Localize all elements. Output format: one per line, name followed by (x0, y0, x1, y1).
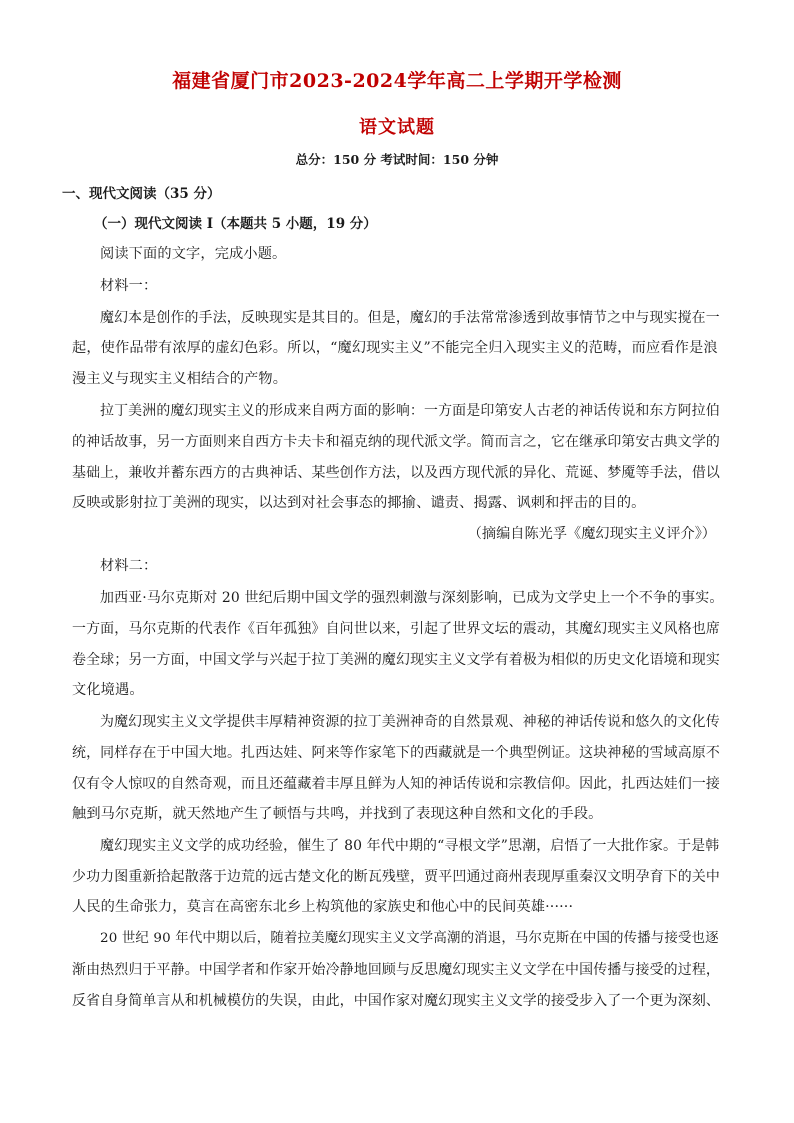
section-heading: 一、现代文阅读（35 分） (62, 186, 221, 202)
text-line: 魔幻现实主义文学的成功经验，催生了 80 年代中期的“寻根文学”思潮，启悟了一大批作家。于是韩 (100, 838, 720, 854)
text-line: 材料一： (100, 278, 158, 294)
text-line: 拉丁美洲的魔幻现实主义的形成来自两方面的影响：一方面是印第安人古老的神话传说和东方阿拉伯 (100, 403, 720, 419)
text-line: 统，同样存在于中国大地。扎西达娃、阿来等作家笔下的西藏就是一个典型例证。这块神秘的雪域高原不 (72, 745, 721, 761)
exam-meta: 总分：150 分 考试时间：150 分钟 (295, 152, 499, 167)
text-line: 文化境遇。 (72, 682, 144, 698)
text-line: 的神话故事，另一方面则来自西方卡夫卡和福克纳的现代派文学。简而言之，它在继承印第安古典文学的 (72, 434, 721, 450)
text-line: 少功力图重新拾起散落于边荒的远古楚文化的断瓦残壁，贾平凹通过商州表现厚重秦汉文明孕育下的关中 (72, 869, 721, 885)
text-line: 加西亚·马尔克斯对 20 世纪后期中国文学的强烈刺激与深刻影响，已成为文学史上一个不争的事实。 (100, 590, 724, 606)
text-line: 仅有令人惊叹的自然奇观，而且还蕴藏着丰厚且鲜为人知的神话传说和宗教信仰。因此，扎西达娃们一接 (72, 776, 721, 792)
source-citation: （摘编自陈光孚《魔幻现实主义评介》） (467, 526, 716, 542)
text-line: 反映或影射拉丁美洲的现实，以达到对社会事态的揶揄、谴责、揭露、讽刺和抨击的目的。 (72, 495, 646, 511)
text-line: 卷全球；另一方面，中国文学与兴起于拉丁美洲的魔幻现实主义文学有着极为相似的历史文化语境和现实 (72, 652, 721, 668)
text-line: 反省自身简单言从和机械模仿的失误，由此，中国作家对魔幻现实主义文学的接受步入了一个更为深刻、 (72, 993, 721, 1009)
text-line: 20 世纪 90 年代中期以后，随着拉美魔幻现实主义文学高潮的消退，马尔克斯在中国的传播与接受也逐 (100, 931, 719, 946)
text-line: 材料二： (100, 558, 158, 574)
text-line: 基础上，兼收并蓄东西方的古典神话、某些创作方法，以及西方现代派的异化、荒诞、梦魇等手法，借以 (72, 465, 721, 481)
document-title: 福建省厦门市2023-2024学年高二上学期开学检测 (172, 70, 622, 92)
text-line: 一方面，马尔克斯的代表作《百年孤独》自问世以来，引起了世界文坛的震动，其魔幻现实主义风格也席 (72, 621, 721, 637)
text-line: 起，使作品带有浓厚的虚幻色彩。所以，“魔幻现实主义”不能完全归入现实主义的范畴，而应看作是浪 (72, 340, 718, 356)
text-line: 渐由热烈归于平静。中国学者和作家开始冷静地回顾与反思魔幻现实主义文学在中国传播与接受的过程， (72, 962, 721, 978)
text-line: 为魔幻现实主义文学提供丰厚精神资源的拉丁美洲神奇的自然景观、神秘的神话传说和悠久的文化传 (100, 714, 720, 730)
text-line: 阅读下面的文字，完成小题。 (100, 246, 287, 262)
subsection-heading: （一）现代文阅读 I（本题共 5 小题，19 分） (94, 216, 377, 232)
text-line: 人民的生命张力，莫言在高密东北乡上构筑他的家族史和他心中的民间英雄······ (72, 899, 574, 915)
text-line: 漫主义与现实主义相结合的产物。 (72, 371, 288, 387)
text-line: 魔幻本是创作的手法，反映现实是其目的。但是，魔幻的手法常常渗透到故事情节之中与现实搅在一 (100, 310, 720, 326)
text-line: 触到马尔克斯，就天然地产生了顿悟与共鸣，并找到了表现这种自然和文化的手段。 (72, 806, 603, 822)
document-subtitle: 语文试题 (359, 117, 435, 138)
